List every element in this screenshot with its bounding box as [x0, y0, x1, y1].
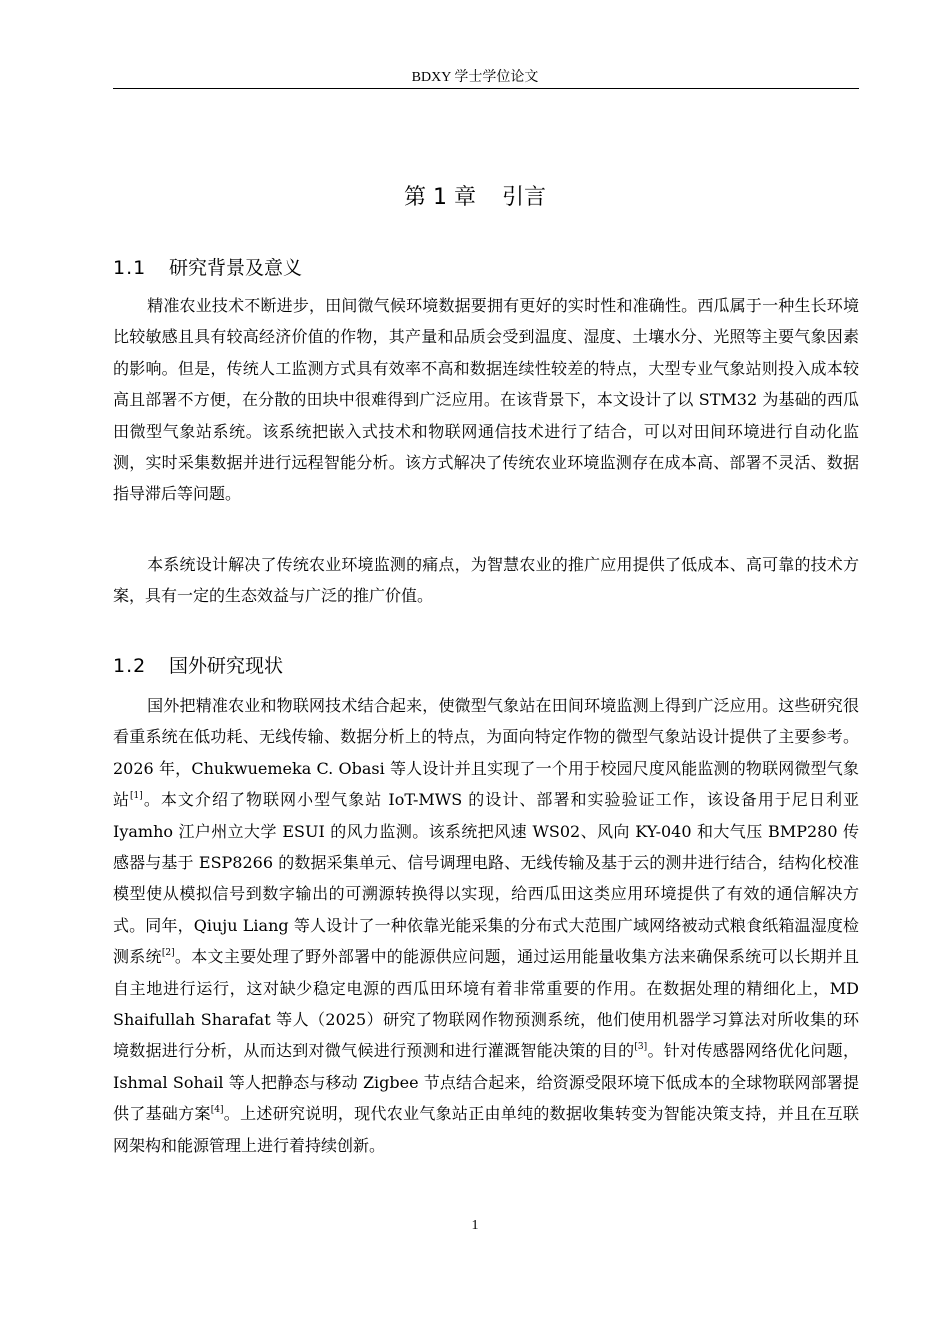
paragraph-text: 。本文介绍了物联网小型气象站 IoT-MWS 的设计、部署和实验验证工作，该设备用于尼日利亚 Iyamho 江户州立大学 ESUI 的风力监测。该系统把风速 WS02、风向 KY-040 和大气压 BMP280 传感器与基于 ESP8266 的数据采集单元、信号调理电路、无线传输及基于云的测井进行结合，结构化校准模型使从模拟信号到数字输出的可溯源转换得以实现，给西瓜田这类应用环境提供了有效的通信解决方式。同年，Qiuju Liang 等人设计了一种依靠光能采集的分布式大范围广域网络被动式粮食纸箱温湿度检测系统	[113, 790, 859, 967]
section-title: 研究背景及意义	[169, 257, 303, 279]
chapter-title: 引言	[501, 185, 546, 210]
section-number: 1.2	[113, 655, 147, 677]
paragraph-text: 本系统设计解决了传统农业环境监测的痛点，为智慧农业的推广应用提供了低成本、高可靠的技术方案，具有一定的生态效益与广泛的推广价值。	[113, 555, 859, 606]
paragraph-text: 精准农业技术不断进步，田间微气候环境数据要拥有更好的实时性和准确性。西瓜属于一种生长环境比较敏感且具有较高经济价值的作物，其产量和品质会受到温度、湿度、土壤水分、光照等主要气象因素的影响。但是，传统人工监测方式具有效率不高和数据连续性较差的特点，大型专业气象站则投入成本较高且部署不方便，在分散的田块中很难得到广泛应用。在该背景下，本文设计了以 STM32 为基础的西瓜田微型气象站系统。该系统把嵌入式技术和物联网通信技术进行了结合，可以对田间环境进行自动化监测，实时采集数据并进行远程智能分析。该方式解决了传统农业环境监测存在成本高、部署不灵活、数据指导滞后等问题。	[113, 296, 859, 504]
chapter-number: 第 1 章	[404, 185, 476, 210]
paragraph-text: 。针对传感器网络优化问题，Ishmal Sohail 等人把静态与移动 Zigbee 节点结合起来，给资源受限环境下低成本的全球物联网部署提供了基础方案	[113, 1041, 859, 1124]
citation-4[interactable]: [4]	[210, 1105, 224, 1116]
paragraph-text: 国外把精准农业和物联网技术结合起来，使微型气象站在田间环境监测上得到广泛应用。这些研究很看重系统在低功耗、无线传输、数据分析上的特点，为面向特定作物的微型气象站设计提供了主要参考。2026 年，Chukwuemeka C. Obasi 等人设计并且实现了一个用于校园尺度风能监测的物联网微型气象站	[113, 696, 859, 810]
section-title: 国外研究现状	[169, 655, 284, 677]
header-rule	[113, 88, 859, 89]
section-heading-1-2	[113, 651, 283, 678]
paragraph-background	[113, 290, 859, 510]
section-heading-1-1	[113, 253, 302, 280]
chapter-heading	[0, 180, 950, 211]
paragraph-significance	[113, 549, 859, 612]
citation-3[interactable]: [3]	[634, 1042, 648, 1053]
paragraph-text: 。本文主要处理了野外部署中的能源供应问题，通过运用能量收集方法来确保系统可以长期并且自主地进行运行，这对缺少稳定电源的西瓜田环境有着非常重要的作用。在数据处理的精细化上，MD Shaifullah Sharafat 等人（2025）研究了物联网作物预测系统，他们使用机器学习算法对所收集的环境数据进行分析，从而达到对微气候进行预测和进行灌溉智能决策的目的	[113, 947, 859, 1061]
paragraph-foreign-research	[113, 690, 859, 1161]
paragraph-text: 。上述研究说明，现代农业气象站正由单纯的数据收集转变为智能决策支持，并且在互联网架构和能源管理上进行着持续创新。	[113, 1104, 859, 1155]
page-number: 1	[471, 1218, 479, 1233]
citation-1[interactable]: [1]	[130, 791, 143, 802]
section-number: 1.1	[113, 257, 147, 279]
running-header: BDXY 学士学位论文	[411, 70, 539, 85]
citation-2[interactable]: [2]	[161, 948, 175, 959]
